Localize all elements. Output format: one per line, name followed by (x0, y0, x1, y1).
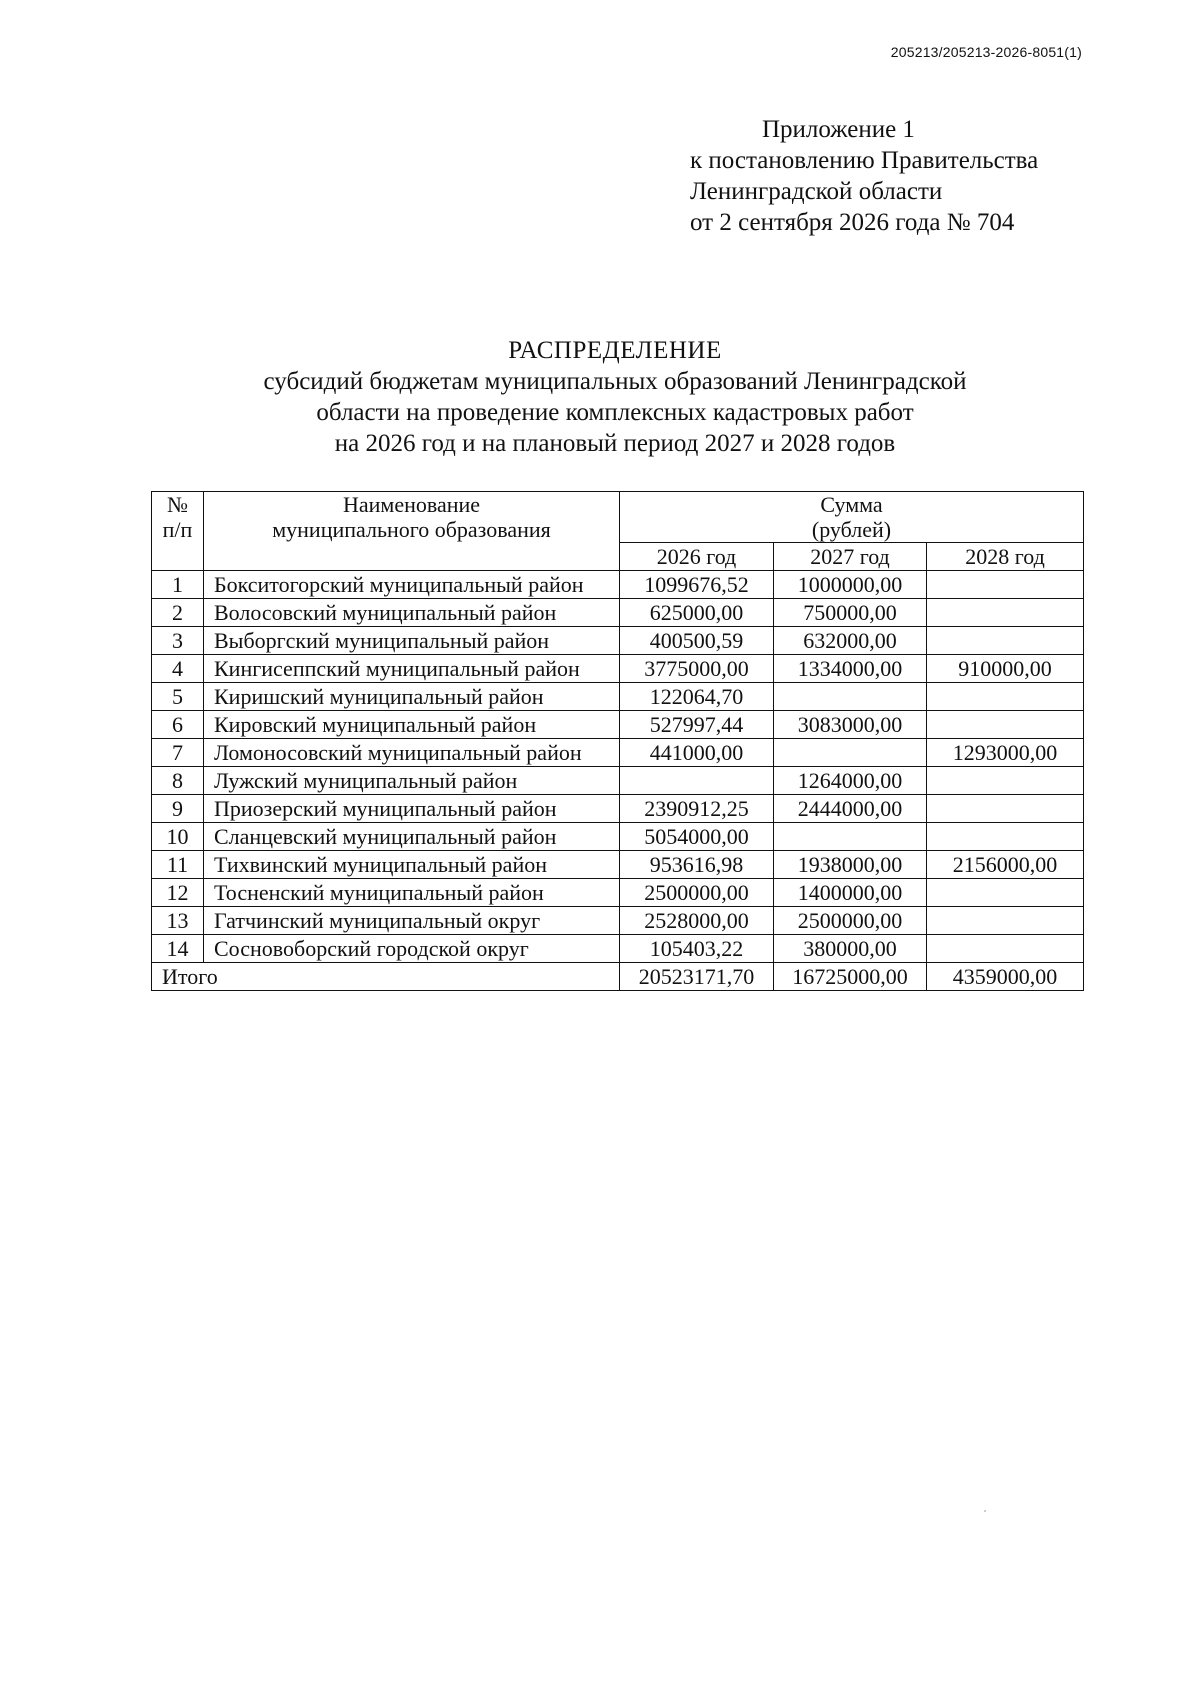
document-title (150, 335, 1080, 459)
table-year-row (152, 543, 1084, 571)
header-num-line1: № (167, 492, 188, 518)
municipality-name-cell: Тихвинский муниципальный район (204, 851, 620, 879)
table-total-row (152, 963, 1084, 991)
amount-2027-cell: 750000,00 (774, 599, 927, 627)
municipality-name-cell: Сланцевский муниципальный район (204, 823, 620, 851)
table-row (152, 739, 1084, 767)
amount-2027-cell (774, 823, 927, 851)
document-id: 205213/205213-2026-8051(1) (890, 44, 1082, 60)
amount-2028-cell (927, 935, 1084, 963)
row-number-cell: 2 (152, 599, 204, 627)
amount-2026-cell: 625000,00 (620, 599, 774, 627)
amount-2026-cell: 5054000,00 (620, 823, 774, 851)
amount-2026-cell: 2500000,00 (620, 879, 774, 907)
appendix-line: Приложение 1 (762, 116, 915, 143)
row-number-cell: 9 (152, 795, 204, 823)
amount-2028-cell (927, 879, 1084, 907)
appendix-line: от 2 сентября 2026 года № 704 (690, 209, 1015, 236)
amount-2027-cell: 3083000,00 (774, 711, 927, 739)
amount-2027-cell: 1400000,00 (774, 879, 927, 907)
amount-2028-cell (927, 767, 1084, 795)
header-sum-line2: (рублей) (811, 517, 892, 542)
row-number-cell: 1 (152, 571, 204, 599)
title-line: субсидий бюджетам муниципальных образований Ленинградской (263, 368, 967, 395)
amount-2027-cell: 380000,00 (774, 935, 927, 963)
municipality-name-cell: Волосовский муниципальный район (204, 599, 620, 627)
total-amount-2028-cell: 4359000,00 (927, 963, 1084, 991)
amount-2028-cell (927, 683, 1084, 711)
row-number-cell: 13 (152, 907, 204, 935)
amount-2026-cell: 953616,98 (620, 851, 774, 879)
header-name-cell (204, 492, 620, 543)
amount-2028-cell: 910000,00 (927, 655, 1084, 683)
municipality-name-cell: Ломоносовский муниципальный район (204, 739, 620, 767)
amount-2027-cell (774, 739, 927, 767)
amount-2027-cell: 1000000,00 (774, 571, 927, 599)
table-row (152, 935, 1084, 963)
amount-2028-cell (927, 599, 1084, 627)
header-year-2028: 2028 год (927, 543, 1084, 571)
municipality-name-cell: Киришский муниципальный район (204, 683, 620, 711)
header-num-line2: п/п (162, 517, 193, 543)
header-num-cell (152, 492, 204, 543)
amount-2026-cell: 122064,70 (620, 683, 774, 711)
row-number-cell: 12 (152, 879, 204, 907)
row-number-cell: 11 (152, 851, 204, 879)
amount-2028-cell (927, 627, 1084, 655)
amount-2026-cell: 3775000,00 (620, 655, 774, 683)
amount-2028-cell: 2156000,00 (927, 851, 1084, 879)
header-sum-cell (620, 492, 1084, 543)
municipality-name-cell: Гатчинский муниципальный округ (204, 907, 620, 935)
header-year-2027: 2027 год (774, 543, 927, 571)
amount-2027-cell: 1938000,00 (774, 851, 927, 879)
table-row (152, 655, 1084, 683)
amount-2026-cell: 2390912,25 (620, 795, 774, 823)
amount-2027-cell: 2444000,00 (774, 795, 927, 823)
amount-2027-cell: 632000,00 (774, 627, 927, 655)
total-amount-2027-cell: 16725000,00 (774, 963, 927, 991)
row-number-cell: 3 (152, 627, 204, 655)
table-row (152, 627, 1084, 655)
amount-2026-cell: 105403,22 (620, 935, 774, 963)
municipality-name-cell: Бокситогорский муниципальный район (204, 571, 620, 599)
amount-2027-cell (774, 683, 927, 711)
amount-2027-cell: 1264000,00 (774, 767, 927, 795)
row-number-cell: 14 (152, 935, 204, 963)
amount-2026-cell: 2528000,00 (620, 907, 774, 935)
amount-2026-cell: 400500,59 (620, 627, 774, 655)
title-line: на 2026 год и на плановый период 2027 и 2028 годов (334, 430, 896, 457)
amount-2028-cell (927, 823, 1084, 851)
table-row (152, 711, 1084, 739)
table-row (152, 767, 1084, 795)
table-row (152, 907, 1084, 935)
row-number-cell: 6 (152, 711, 204, 739)
appendix-line: Ленинградской области (690, 178, 943, 205)
row-number-cell: 7 (152, 739, 204, 767)
table-row (152, 571, 1084, 599)
municipality-name-cell: Сосновоборский городской округ (204, 935, 620, 963)
scan-speck (984, 1510, 986, 1512)
municipality-name-cell: Кировский муниципальный район (204, 711, 620, 739)
table-row (152, 879, 1084, 907)
municipality-name-cell: Кингисеппский муниципальный район (204, 655, 620, 683)
header-name-blank (204, 543, 620, 571)
municipality-name-cell: Лужский муниципальный район (204, 767, 620, 795)
title-heading: РАСПРЕДЕЛЕНИЕ (508, 337, 722, 364)
total-amount-2026-cell: 20523171,70 (620, 963, 774, 991)
amount-2026-cell: 441000,00 (620, 739, 774, 767)
header-year-2026: 2026 год (620, 543, 774, 571)
row-number-cell: 4 (152, 655, 204, 683)
total-label-cell: Итого (152, 963, 620, 991)
appendix-block (690, 114, 1038, 238)
table-row (152, 683, 1084, 711)
amount-2028-cell (927, 571, 1084, 599)
title-line: области на проведение комплексных кадастровых работ (316, 399, 914, 426)
appendix-line: к постановлению Правительства (690, 147, 1039, 174)
header-sum-line1: Сумма (820, 492, 883, 517)
amount-2026-cell (620, 767, 774, 795)
amount-2028-cell (927, 711, 1084, 739)
header-name-line2: муниципального образования (272, 517, 551, 543)
amount-2028-cell (927, 795, 1084, 823)
municipality-name-cell: Тосненский муниципальный район (204, 879, 620, 907)
row-number-cell: 5 (152, 683, 204, 711)
municipality-name-cell: Выборгский муниципальный район (204, 627, 620, 655)
amount-2026-cell: 527997,44 (620, 711, 774, 739)
table-row (152, 795, 1084, 823)
municipality-name-cell: Приозерский муниципальный район (204, 795, 620, 823)
row-number-cell: 10 (152, 823, 204, 851)
distribution-table (151, 491, 1084, 991)
amount-2027-cell: 2500000,00 (774, 907, 927, 935)
header-num-blank (152, 543, 204, 571)
table-row (152, 599, 1084, 627)
amount-2026-cell: 1099676,52 (620, 571, 774, 599)
amount-2028-cell (927, 907, 1084, 935)
table-row (152, 851, 1084, 879)
row-number-cell: 8 (152, 767, 204, 795)
table-row (152, 823, 1084, 851)
amount-2027-cell: 1334000,00 (774, 655, 927, 683)
header-name-line1: Наименование (342, 492, 481, 518)
amount-2028-cell: 1293000,00 (927, 739, 1084, 767)
